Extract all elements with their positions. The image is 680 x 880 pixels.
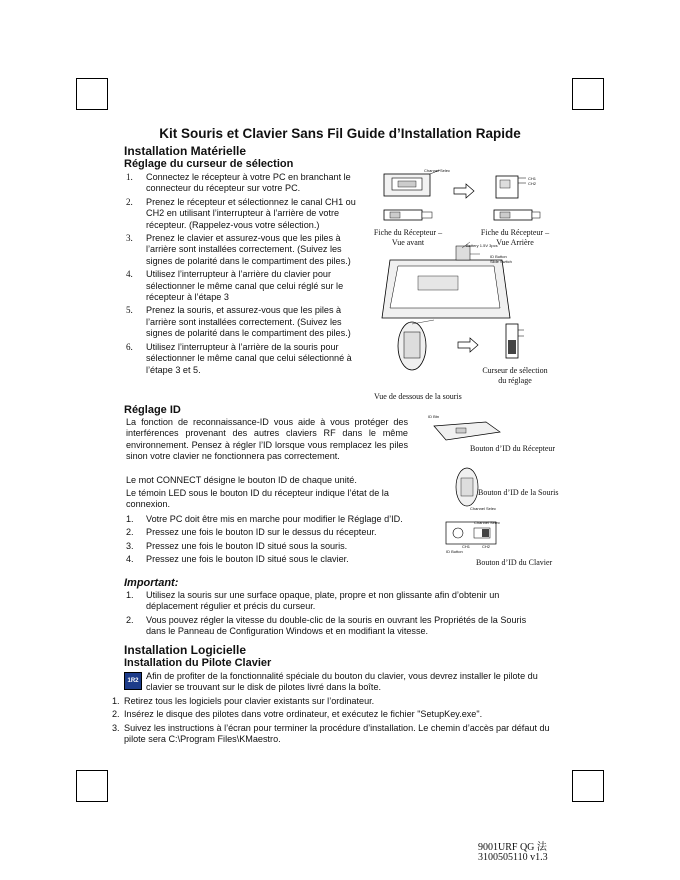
list-item: 4. Utilisez l’interrupteur à l’arrière du clavier pour sélectionner le même canal que celui réglé sur le récepteur à l’étape 3 <box>126 269 344 303</box>
list-item: 2. Insérez le disque des pilotes dans votre ordinateur, et exécutez le fichier "SetupKey.exe". <box>112 709 483 720</box>
selection-heading: Réglage du curseur de sélection <box>124 158 294 170</box>
label-ch1-keyboard: CH1 <box>462 544 471 549</box>
selection-steps <box>126 172 364 378</box>
list-item: 6. Utilisez l’interrupteur à l’arrière de la souris pour sélectionner le même canal que celui sélectionné à l’étape 3 et 5. <box>126 341 352 375</box>
receiver-plug-back <box>494 210 532 220</box>
label-ch1: CH1 <box>528 176 537 181</box>
mouse-id-figure <box>454 466 480 508</box>
list-item: 1. Retirez tous les logiciels pour clavier existants sur l’ordinateur. <box>112 696 375 706</box>
label-channel-select-keyboard: Channel Selec <box>474 520 501 525</box>
list-item: 3. Prenez le clavier et assurez-vous que les piles à l’arrière sont installées correctement. (Suivez les signes de polarité dans le compartiment des piles.) <box>126 233 351 266</box>
crop-mark-top-left <box>76 78 108 110</box>
id-connect-note: Le mot CONNECT désigne le bouton ID de chaque unité. <box>126 475 357 485</box>
label-id-btn: ID Btn <box>428 414 440 419</box>
note-icon: 1R2 <box>124 672 142 690</box>
label-id-button-keyboard: ID Button <box>446 549 463 554</box>
keyboard-figure <box>378 236 512 324</box>
label-slide-switch: Slide Switch <box>490 259 512 264</box>
list-item: 3. Pressez une fois le bouton ID situé sous la souris. <box>126 540 348 551</box>
footer-model: 9001URF QG 法 <box>478 842 547 853</box>
important-heading: Important: <box>124 577 179 589</box>
software-steps <box>112 696 552 748</box>
list-item: 2. Vous pouvez régler la vitesse du double-clic de la souris en ouvrant les Propriétés de la Souris dans le Panneau de Configuration Windows et en modifiant la vitesse. <box>126 614 527 637</box>
list-item: 2. Pressez une fois le bouton ID sur le dessus du récepteur. <box>126 527 377 538</box>
label-channel-select-mouse: Channel Selec <box>470 506 497 511</box>
caption-receiver-id: Bouton d’ID du Récepteur <box>470 444 556 453</box>
caption-mouse-id: Bouton d’ID de la Souris <box>478 488 559 497</box>
label-id-button: ID Button <box>490 254 507 259</box>
software-heading: Installation Logicielle <box>124 643 247 657</box>
id-led-note: Le témoin LED sous le bouton ID du récepteur indique l’état de la connexion. <box>126 488 389 510</box>
list-item: 1. Votre PC doit être mis en marche pour modifier le Réglage d’ID. <box>126 514 403 524</box>
list-item: 1. Utilisez la souris sur une surface opaque, plate, propre et non glissante afin d’obtenir un déplacement régulier et précis du curseur. <box>126 590 500 612</box>
page-title: Kit Souris et Clavier Sans Fil Guide d’Installation Rapide <box>159 126 521 141</box>
receiver-plug-front <box>384 210 422 220</box>
driver-note: Afin de profiter de la fonctionnalité spéciale du bouton du clavier, vous devrez installer le pilote du clavier se trouvant sur le disk de pilotes livré dans la boîte. <box>146 671 538 693</box>
crop-mark-bottom-right <box>572 770 604 802</box>
crop-mark-bottom-left <box>76 770 108 802</box>
hardware-heading: Installation Matérielle <box>124 144 247 158</box>
list-item: 2. Prenez le récepteur et sélectionnez le canal CH1 ou CH2 en utilisant l’interrupteur à l’arrière de votre récepteur. (Rappelez-vous votre sélection.) <box>126 196 356 230</box>
id-heading: Réglage ID <box>124 404 181 416</box>
list-item: 4. Pressez une fois le bouton ID situé sous le clavier. <box>126 554 349 565</box>
arrow-icon <box>458 338 478 352</box>
label-battery: Battery 1.5V 3pcs <box>466 243 498 248</box>
driver-heading: Installation du Pilote Clavier <box>124 657 272 669</box>
list-item: 1. Connectez le récepteur à votre PC en branchant le connecteur du récepteur sur votre PC. <box>126 172 351 194</box>
important-list <box>126 590 546 640</box>
list-item: 5. Prenez la souris, et assurez-vous que les piles à l’arrière sont installées correctement. (Suivez les signes de polarité dans le compartiment des piles.) <box>126 305 351 339</box>
caption-receiver-back: Fiche du Récepteur – Vue Arrière <box>480 228 550 247</box>
caption-keyboard-id: Bouton d’ID du Clavier <box>476 558 553 567</box>
label-ch2: CH2 <box>528 181 537 186</box>
id-paragraph: La fonction de reconnaissance-ID vous aide à vous protéger des interférences provenant des autres claviers RF dans le même environnement. Pensez à régler l’ID lorsque vous remplacez les piles sinon votre clavier ne fonctionnera pas correctement. <box>126 417 408 462</box>
receiver-figure <box>370 166 550 226</box>
crop-mark-top-right <box>572 78 604 110</box>
arrow-icon <box>454 184 474 198</box>
label-channel-select: Channel Selec <box>424 168 451 173</box>
footer-part-number: 3100505110 v1.3 <box>478 852 548 863</box>
label-ch2-keyboard: CH2 <box>482 544 491 549</box>
caption-receiver-front: Fiche du Récepteur – Vue avant <box>373 228 443 247</box>
battery-compartment <box>456 246 470 260</box>
caption-selection-slider: Curseur de sélection du réglage <box>482 366 548 385</box>
receiver-id-figure <box>426 416 506 446</box>
list-item: 3. Suivez les instructions à l’écran pour terminer la procédure d’installation. Le chemin d’accès par défaut du pilote sera C:\Program Files\KMaestro. <box>112 722 550 745</box>
receiver-id-shape <box>434 422 500 440</box>
id-steps <box>126 514 408 568</box>
caption-mouse-bottom: Vue de dessous de la souris <box>374 392 462 401</box>
